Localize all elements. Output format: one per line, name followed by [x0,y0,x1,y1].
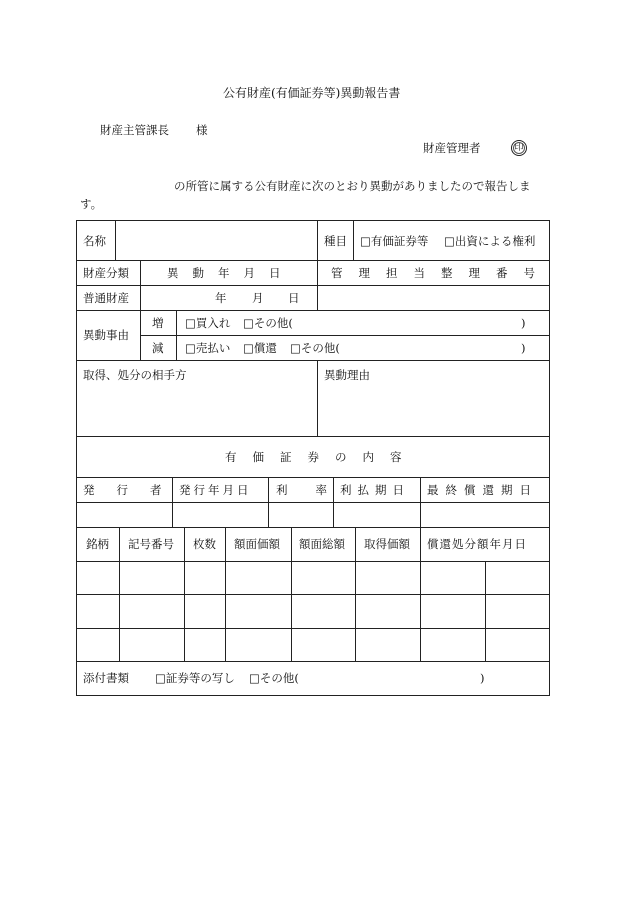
table-border-left [76,220,77,696]
table-line [184,527,185,661]
decrease-other-option[interactable]: □その他( [290,341,340,355]
table-line [119,527,120,661]
table-line [420,527,421,661]
final-redemption-date-label: 最終償還期日 [427,483,538,497]
decrease-close-paren: ) [521,341,526,355]
table-line [76,594,550,595]
issuer-label: 発行者 [83,483,184,497]
addressee: 財産主管課長 [100,123,169,137]
reason-label: 異動事由 [83,328,129,342]
intro-line-2: す。 [80,197,103,211]
table-line [317,360,318,436]
interest-rate-label: 利率 [276,483,355,497]
change-reason-label: 異動理由 [324,368,370,382]
table-line [115,220,116,260]
table-line [76,436,550,437]
decrease-label: 減 [152,341,164,355]
col-count: 枚数 [193,537,216,551]
securities-header: 有価証券の内容 [225,450,418,464]
col-face-price: 額面価額 [234,537,280,551]
year-label: 年 [215,291,227,305]
page-title: 公有財産(有価証券等)異動報告書 [223,86,401,100]
table-line [76,477,550,478]
name-label: 名称 [83,234,106,248]
reporter-label: 財産管理者 [423,141,481,155]
issue-date-label: 発行年月日 [179,483,252,497]
classification-label: 財産分類 [83,266,129,280]
attach-securities-copy-option[interactable]: □証券等の写し [155,671,235,685]
type-option-securities[interactable]: □有価証券等 [360,234,429,248]
col-acquisition-price: 取得価額 [364,537,410,551]
table-line [485,561,486,661]
attach-other-option[interactable]: □その他( [249,671,299,685]
counterparty-label: 取得、処分の相手方 [83,368,187,382]
col-symbol-number: 記号番号 [128,537,174,551]
table-line [317,220,318,260]
table-line [76,360,550,361]
seal-icon: 印 [511,140,527,156]
type-label: 種目 [324,234,347,248]
table-line [140,260,141,310]
increase-purchase-option[interactable]: □買入れ [185,316,231,330]
type-option-investment-rights[interactable]: □出資による権利 [444,234,536,248]
day-label: 日 [288,291,300,305]
table-line [76,527,550,528]
table-border-top [76,220,550,221]
col-face-total: 額面総額 [299,537,345,551]
intro-line-1: の所管に属する公有財産に次のとおり異動がありましたので報告しま [174,179,531,193]
interest-payment-date-label: 利払期日 [340,483,410,497]
table-line [76,628,550,629]
table-line [76,260,550,261]
col-brand: 銘柄 [86,537,109,551]
table-line [76,285,550,286]
table-line [268,477,269,527]
normal-property-label: 普通財産 [83,291,129,305]
table-line [225,527,226,661]
col-redemption-date: 償還処分額年月日 [427,537,527,551]
table-line [176,310,177,360]
increase-close-paren: ) [521,316,526,330]
table-line [140,335,550,336]
table-line [140,310,141,360]
table-line [420,477,421,527]
change-date-label: 異動年月日 [167,266,295,280]
table-line [291,527,292,661]
decrease-redemption-option[interactable]: □償還 [243,341,277,355]
honorific: 様 [196,123,208,137]
management-number-label: 管理担当整理番号 [331,266,551,280]
table-line [76,561,550,562]
table-line [76,310,550,311]
table-line [317,260,318,310]
decrease-sale-option[interactable]: □売払い [185,341,231,355]
table-border-bottom [76,695,550,696]
table-line [76,661,550,662]
month-label: 月 [252,291,264,305]
table-border-right [549,220,550,696]
table-line [355,527,356,661]
table-line [353,220,354,260]
attachments-label: 添付書類 [83,671,129,685]
increase-other-option[interactable]: □その他( [243,316,293,330]
table-line [76,502,550,503]
increase-label: 増 [152,316,164,330]
attach-close-paren: ) [480,671,485,685]
